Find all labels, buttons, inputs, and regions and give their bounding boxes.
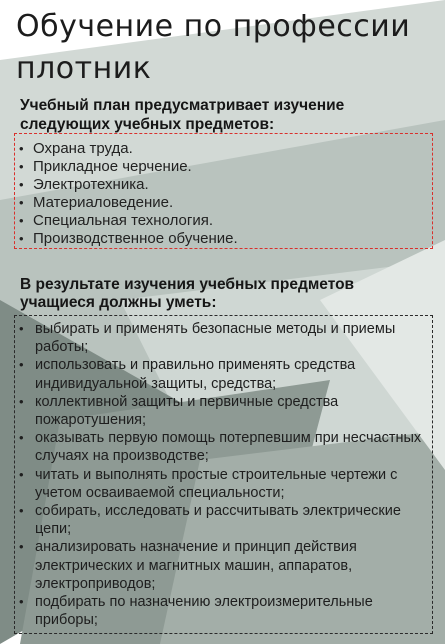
- bullet-icon: •: [19, 466, 24, 482]
- subject-label: Специальная технология.: [33, 212, 214, 229]
- skill-label: читать и выполнять простые строительные чертежи с учетом осваиваемой специальности;: [35, 466, 398, 501]
- skill-item: [19, 393, 432, 429]
- skill-item: [19, 356, 432, 392]
- subject-item: [19, 194, 432, 212]
- bullet-icon: •: [19, 231, 24, 246]
- subject-item: [19, 212, 432, 230]
- skill-label: оказывать первую помощь потерпевшим при несчастных случаях на производстве;: [35, 430, 422, 465]
- skill-item: [19, 429, 432, 465]
- bullet-icon: •: [19, 393, 24, 409]
- subjects-box: [14, 133, 433, 249]
- skill-label: выбирать и применять безопасные методы и приемы работы;: [35, 321, 396, 356]
- skill-item: [19, 593, 432, 629]
- skill-label: использовать и правильно применять средства индивидуальной защиты, средства;: [35, 357, 356, 392]
- bullet-icon: •: [19, 503, 24, 519]
- skill-item: [19, 320, 432, 356]
- bullet-icon: •: [19, 213, 24, 228]
- skill-item: [19, 538, 432, 593]
- subject-label: Охрана труда.: [33, 140, 133, 157]
- subject-item: [19, 176, 432, 194]
- bullet-icon: •: [19, 159, 24, 174]
- skill-item: [19, 466, 432, 502]
- curriculum-intro: Учебный план предусматривает изучение следующих учебных предметов:: [20, 97, 345, 133]
- bullet-icon: •: [19, 141, 24, 156]
- page-title: Обучение по профессии плотник: [16, 9, 411, 86]
- skill-label: анализировать назначение и принцип действия электрических и магнитных машин, аппаратов, электроприводов;: [35, 539, 357, 592]
- skill-label: собирать, исследовать и рассчитывать электрические цепи;: [35, 503, 401, 538]
- subjects-list: [15, 134, 432, 248]
- skills-box: [14, 315, 433, 634]
- bullet-icon: •: [19, 177, 24, 192]
- subject-item: [19, 158, 432, 176]
- bullet-icon: •: [19, 539, 24, 555]
- subject-label: Материаловедение.: [33, 194, 174, 211]
- subject-label: Электротехника.: [33, 176, 149, 193]
- bullet-icon: •: [19, 321, 24, 336]
- bullet-icon: •: [19, 195, 24, 210]
- subject-item: [19, 140, 432, 158]
- bullet-icon: •: [19, 430, 24, 446]
- skill-item: [19, 502, 432, 538]
- bullet-icon: •: [19, 357, 24, 373]
- bullet-icon: •: [19, 594, 24, 610]
- subject-label: Прикладное черчение.: [33, 158, 192, 175]
- skill-label: подбирать по назначению электроизмерительные приборы;: [35, 594, 373, 629]
- skill-label: коллективной защиты и первичные средства пожаротушения;: [35, 393, 339, 429]
- skills-heading: В результате изучения учебных предметов учащиеся должны уметь:: [20, 276, 355, 311]
- skills-list: [15, 316, 432, 629]
- subject-item: [19, 230, 432, 248]
- subject-label: Производственное обучение.: [33, 230, 238, 247]
